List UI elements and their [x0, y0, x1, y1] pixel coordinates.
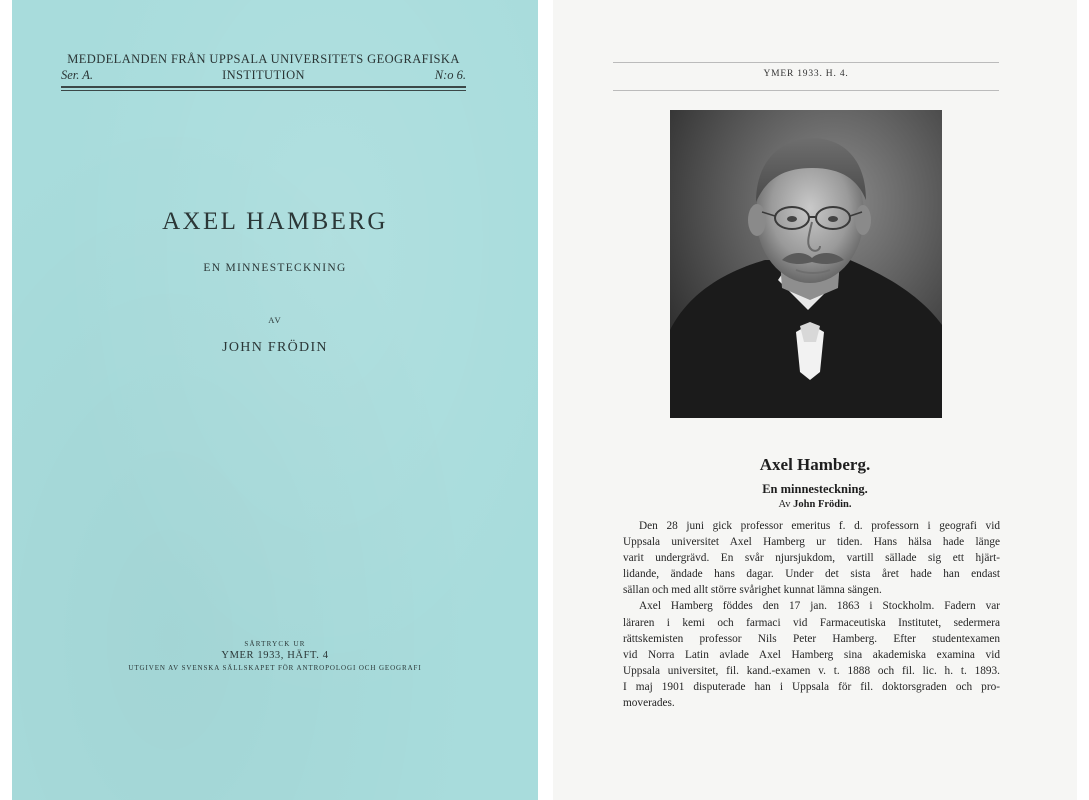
article-body — [623, 518, 1000, 711]
series-row — [61, 68, 466, 84]
series-title: MEDDELANDEN FRÅN UPPSALA UNIVERSITETS GEOGRAFISKA — [67, 52, 460, 66]
journal-page — [553, 0, 1077, 800]
series-label: Ser. A. — [61, 68, 94, 82]
article-subtitle: En minnesteckning. — [762, 482, 868, 496]
pamphlet-cover — [12, 0, 538, 800]
body-line: varit undergrävd. En svår njursjukdom, vartill sällade sig ett hjärt- — [623, 552, 1000, 565]
body-line: I maj 1901 disputerade han i Uppsala för fil. doktorsgraden och pro- — [623, 680, 1000, 693]
imprint-journal: YMER 1933, HÄFT. 4 — [221, 650, 329, 661]
body-line: lidande, ändade hans dagar. Under det sista året hade han endast — [623, 568, 1000, 581]
running-head-rule-top — [613, 62, 999, 63]
imprint-publisher: UTGIVEN AV SVENSKA SÄLLSKAPET FÖR ANTROPOLOGI OCH GEOGRAFI — [128, 664, 422, 672]
article-title: Axel Hamberg. — [759, 455, 871, 474]
body-line: sällan och med allt större svårighet kunnat lämna sängen. — [623, 584, 882, 597]
body-line: Uppsala universitet, fil. kand.-examen v. t. 1888 och fil. lic. h. t. 1893. — [623, 664, 1000, 677]
portrait-illustration — [670, 110, 942, 418]
cover-author: JOHN FRÖDIN — [222, 340, 328, 355]
article-byline — [553, 499, 1077, 510]
body-line: Den 28 juni gick professor emeritus f. d. professorn i geografi vid — [639, 520, 1000, 532]
byline-prefix: Av — [778, 499, 791, 510]
series-institution: INSTITUTION — [222, 68, 305, 82]
byline-author: John Frödin. — [793, 499, 852, 510]
header-rule-thin — [61, 90, 466, 91]
portrait-photo — [670, 110, 942, 418]
running-head-rule-bottom — [613, 90, 999, 91]
body-line: vid Norra Latin avlade Axel Hamberg sina akademiska examina vid — [623, 648, 1000, 661]
cover-by: AV — [268, 315, 282, 325]
body-line: Uppsala universitet Axel Hamberg ur tiden. Hans hälsa hade länge — [623, 536, 1000, 549]
body-line: Axel Hamberg föddes den 17 jan. 1863 i Stockholm. Fadern var — [639, 600, 1000, 613]
header-rule-thick — [61, 86, 466, 88]
series-number: N:o 6. — [434, 68, 466, 82]
running-head: YMER 1933. H. 4. — [763, 69, 849, 79]
body-line: läraren i kemi och farmaci vid Farmaceutiska Institutet, sedermera — [623, 616, 1000, 629]
body-line: rättskemisten professor Nils Peter Hamberg. Efter studentexamen — [623, 632, 1000, 645]
body-line: moverades. — [623, 697, 675, 710]
imprint-reprint: SÄRTRYCK UR — [244, 640, 306, 648]
cover-subtitle: EN MINNESTECKNING — [203, 262, 347, 274]
cover-title: AXEL HAMBERG — [162, 208, 388, 235]
